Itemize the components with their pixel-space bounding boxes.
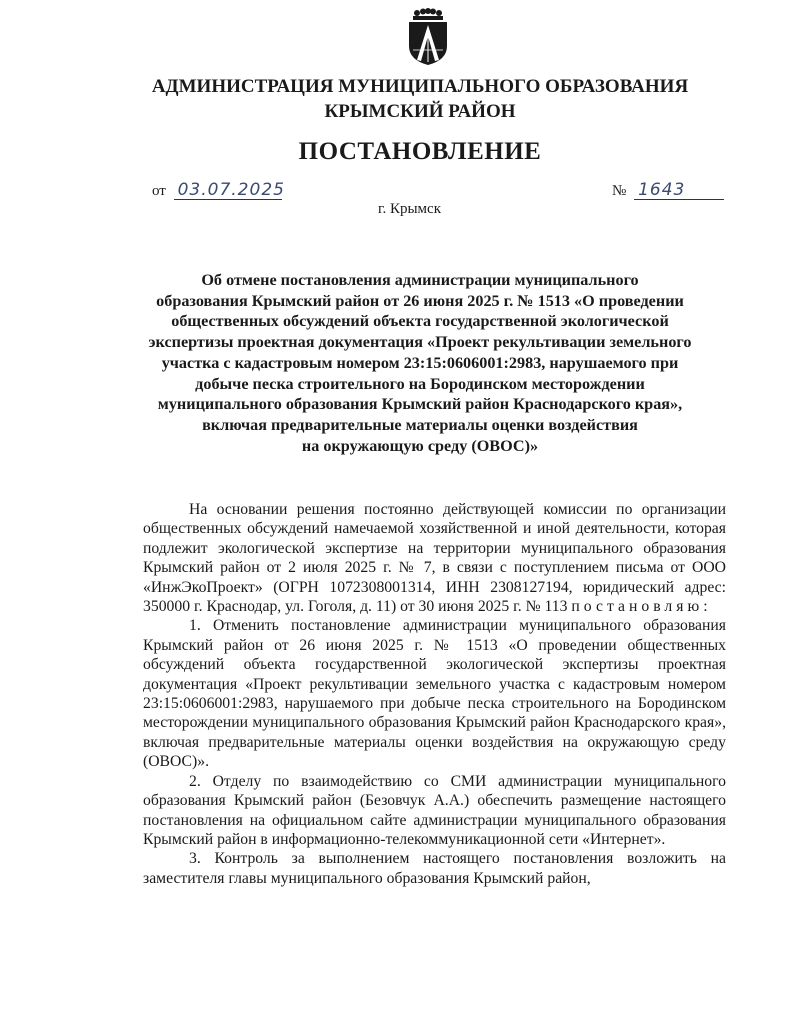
title-line: образования Крымский район от 26 июня 2025 г. № 1513 «О проведении [156, 291, 684, 310]
document-title [140, 270, 700, 456]
title-line: на окружающую среду (ОВОС)» [301, 436, 539, 455]
number-label: № [612, 183, 627, 199]
title-line: экспертизы проектная документация «Проект рекультивации земельного [148, 333, 692, 352]
coat-of-arms-icon [405, 8, 451, 66]
preamble-paragraph [143, 500, 726, 616]
org-line-2: КРЫМСКИЙ РАЙОН [324, 101, 516, 122]
title-line: общественных обсуждений объекта государственной экологической [171, 312, 669, 331]
document-type: ПОСТАНОВЛЕНИЕ [298, 138, 542, 165]
item-1: 1. Отменить постановление администрации муниципального образования Крымский район от 26 июня 2025 г. № 1513 «О проведении общественных обсуждений объекта государственной экологической экспертизы проектная документация «Проект рекультивации земельного участка с кадастровым номером 23:15:0606001:2983, нарушаемого при добыче песка строительного на Бородинском месторождении муниципального образования Крымский район Краснодарского края», включая предварительные материалы оценки воздействия на окружающую среду (ОВОС)». [143, 617, 726, 771]
item-3: 3. Контроль за выполнением настоящего постановления возложить на заместителя главы муниципального образования Крымский район, [143, 850, 726, 887]
organization-name [140, 74, 700, 124]
item-2: 2. Отделу по взаимодействию со СМИ администрации муниципального образования Крымский район (Безовчук А.А.) обеспечить размещение настоящего постановления на официальном сайте администрации муниципального образования Крымский район в информационно-телекоммуникационной сети «Интернет». [143, 772, 726, 848]
document-body [143, 500, 726, 888]
org-line-1: АДМИНИСТРАЦИЯ МУНИЦИПАЛЬНОГО ОБРАЗОВАНИЯ [151, 76, 689, 97]
date-value: 03.07.2025 [174, 181, 282, 200]
title-line: муниципального образования Крымский район Краснодарского края», [157, 395, 683, 414]
number-value: 1643 [634, 181, 724, 200]
city: г. Крымск [378, 201, 441, 217]
number-field [612, 181, 724, 200]
date-label: от [152, 183, 166, 199]
title-line: Об отмене постановления администрации муниципального [201, 271, 639, 289]
title-line: участка с кадастровым номером 23:15:0606001:2983, нарушаемого при [161, 353, 679, 372]
title-line: добыче песка строительного на Бородинском месторождении [195, 374, 645, 393]
title-line: включая предварительные материалы оценки воздействия [202, 415, 638, 434]
resolve-word: постановляю: [571, 598, 712, 616]
date-field [152, 180, 285, 200]
preamble-text: На основании решения постоянно действующей комиссии по организации общественных обсуждений намечаемой хозяйственной и иной деятельности, которая подлежит экологической экспертизе на территории муниципального образования Крымский район от 2 июля 2025 г. № 7, в связи с поступлением письма от ООО «ИнжЭкоПроект» (ОГРН 1072308001314, ИНН 2308127194, юридический адрес: 350000 г. Краснодар, ул. Гоголя, д. 11) от 30 июня 2025 г. № 113 [143, 501, 726, 616]
